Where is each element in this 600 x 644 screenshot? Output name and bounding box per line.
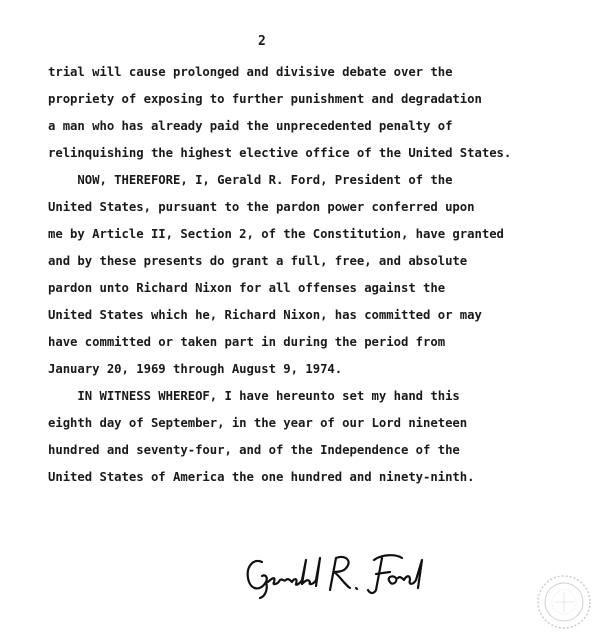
proclamation-body bbox=[48, 59, 588, 491]
handwritten-signature bbox=[240, 548, 440, 604]
seal-stamp bbox=[536, 574, 592, 630]
text-line: a man who has already paid the unprecedented penalty of bbox=[48, 119, 453, 133]
text-line: me by Article II, Section 2, of the Constitution, have granted bbox=[48, 227, 504, 241]
text-line: pardon unto Richard Nixon for all offenses against the bbox=[48, 281, 446, 295]
text-line: relinquishing the highest elective office of the United States. bbox=[48, 146, 512, 160]
text-line: and by these presents do grant a full, free, and absolute bbox=[48, 254, 468, 268]
text-line: January 20, 1969 through August 9, 1974. bbox=[48, 362, 343, 376]
text-line: hundred and seventy-four, and of the Independence of the bbox=[48, 443, 460, 457]
text-line: United States of America the one hundred and ninety-ninth. bbox=[48, 470, 475, 484]
text-line: propriety of exposing to further punishment and degradation bbox=[48, 92, 482, 106]
text-line: United States which he, Richard Nixon, has committed or may bbox=[48, 308, 482, 322]
text-line: NOW, THEREFORE, I, Gerald R. Ford, President of the bbox=[48, 173, 453, 187]
page-number: 2 bbox=[258, 34, 266, 49]
text-line: United States, pursuant to the pardon power conferred upon bbox=[48, 200, 475, 214]
text-line: IN WITNESS WHEREOF, I have hereunto set my hand this bbox=[48, 389, 460, 403]
text-line: eighth day of September, in the year of our Lord nineteen bbox=[48, 416, 468, 430]
paragraph-pardon bbox=[48, 167, 588, 383]
paragraph-continuation bbox=[48, 59, 588, 167]
text-line: trial will cause prolonged and divisive debate over the bbox=[48, 65, 453, 79]
text-line: have committed or taken part in during the period from bbox=[48, 335, 446, 349]
paragraph-witness bbox=[48, 383, 588, 491]
